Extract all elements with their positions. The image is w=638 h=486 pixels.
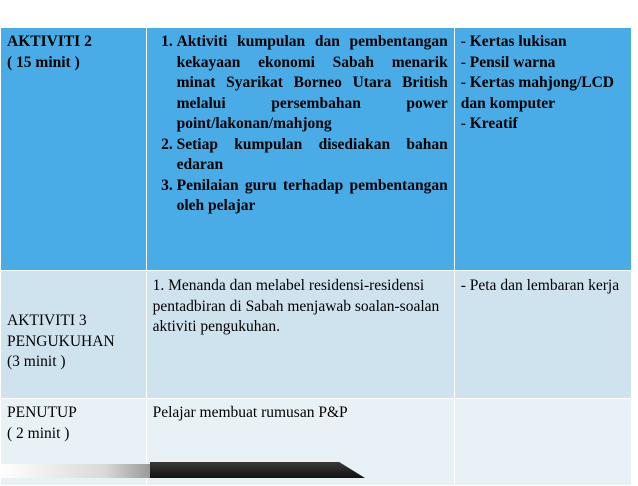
activity-duration: (3 minit ) <box>7 353 66 370</box>
activity-cell <box>1 271 147 399</box>
steps-cell: 1. Menanda dan melabel residensi-residensi pentadbiran di Sabah menjawab soalan-soalan aktiviti pengukuhan. <box>146 271 454 399</box>
material-item: - Kreatif <box>460 115 518 132</box>
activity-subtitle: PENGUKUHAN <box>7 332 115 350</box>
activity-title: AKTIVITI 2 <box>7 33 92 50</box>
material-item: - Kertas mahjong/LCD dan komputer <box>460 74 614 112</box>
materials-cell <box>454 399 631 486</box>
list-item: 1. Aktiviti kumpulan dan pembentangan kekayaan ekonomi Sabah menarik minat Syarikat Borneo Utara British melalui persembahan power point/lakonan/mahjong <box>177 32 448 135</box>
footer-decoration-light <box>0 464 150 478</box>
activity-duration: ( 15 minit ) <box>7 53 80 71</box>
table-row <box>1 271 632 399</box>
lesson-plan-table <box>0 27 632 486</box>
footer-decoration-dark <box>150 462 365 478</box>
activity-duration: ( 2 minit ) <box>7 424 70 442</box>
activity-cell <box>1 28 147 271</box>
steps-cell <box>146 28 454 271</box>
material-item: - Kertas lukisan <box>460 33 567 50</box>
list-item: 2. Setiap kumpulan disediakan bahan edaran <box>177 135 448 176</box>
materials-cell <box>454 28 631 271</box>
steps-cell: Pelajar membuat rumusan P&P <box>146 399 454 486</box>
activity-title: PENUTUP <box>7 404 77 421</box>
material-item: - Pensil warna <box>460 53 556 71</box>
table-row <box>1 28 632 271</box>
steps-list <box>153 32 448 217</box>
activity-title: AKTIVITI 3 <box>7 312 87 329</box>
list-item: 3. Penilaian guru terhadap pembentangan oleh pelajar <box>177 176 448 217</box>
materials-cell: - Peta dan lembaran kerja <box>454 271 631 399</box>
